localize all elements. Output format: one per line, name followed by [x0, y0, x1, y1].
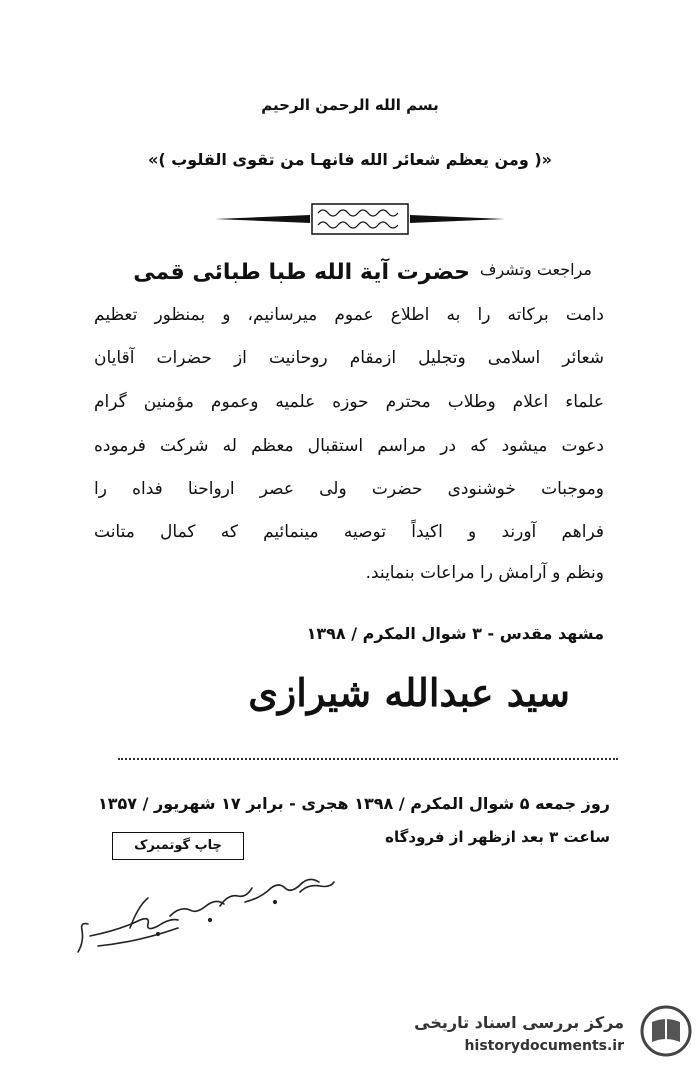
body-line: فراهم آورند و اکیداً توصیه مینمائیم که کمال متانت: [94, 522, 604, 542]
basmala-heading: بسم الله الرحمن الرحیم: [261, 96, 439, 114]
body-line: دامت برکاته را به اطلاع عموم میرسانیم، و بمنظور تعظیم: [94, 305, 604, 325]
body-line: دعوت میشود که در مراسم استقبال معظم له شرکت فرموده: [94, 436, 604, 456]
handwritten-note: [70, 872, 340, 962]
intro-text: مراجعت وتشرف: [479, 260, 592, 279]
book-logo-icon: [642, 1007, 690, 1055]
place-date: مشهد مقدس - ۳ شوال المکرم / ۱۳۹۸: [306, 624, 604, 643]
honoree-name: حضرت آیة الله طبا طبائی قمی: [133, 260, 470, 285]
signatory-name: سید عبدالله شیرازی: [248, 670, 570, 715]
ornamental-divider: [215, 202, 505, 236]
body-line: وموجبات خوشنودی حضرت ولی عصر ارواحنا فداه را: [94, 479, 604, 499]
event-date-line: روز جمعه ۵ شوال المکرم / ۱۳۹۸ هجری - برابر ۱۷ شهریور / ۱۳۵۷: [97, 794, 610, 813]
body-line: علماء اعلام وطلاب محترم حوزه علمیه وعموم مؤمنین گرام: [94, 392, 604, 412]
event-time-line: ساعت ۳ بعد ازظهر از فرودگاه: [385, 828, 610, 846]
body-line: شعائر اسلامی وتجلیل ازمقام روحانیت از حضرات آقایان: [94, 348, 604, 368]
dotted-divider: [118, 758, 618, 760]
quran-verse: «( ومن یعظم شعائر الله فانهـا من تقوی القلوب )»: [147, 150, 552, 169]
watermark-org-name: مرکز بررسی اسناد تاریخی: [414, 1013, 624, 1032]
printer-label: چاپ گوتمبرک: [112, 832, 244, 860]
watermark-url: historydocuments.ir: [464, 1038, 624, 1054]
body-line: ونظم و آرامش را مراعات بنمایند.: [365, 563, 604, 583]
